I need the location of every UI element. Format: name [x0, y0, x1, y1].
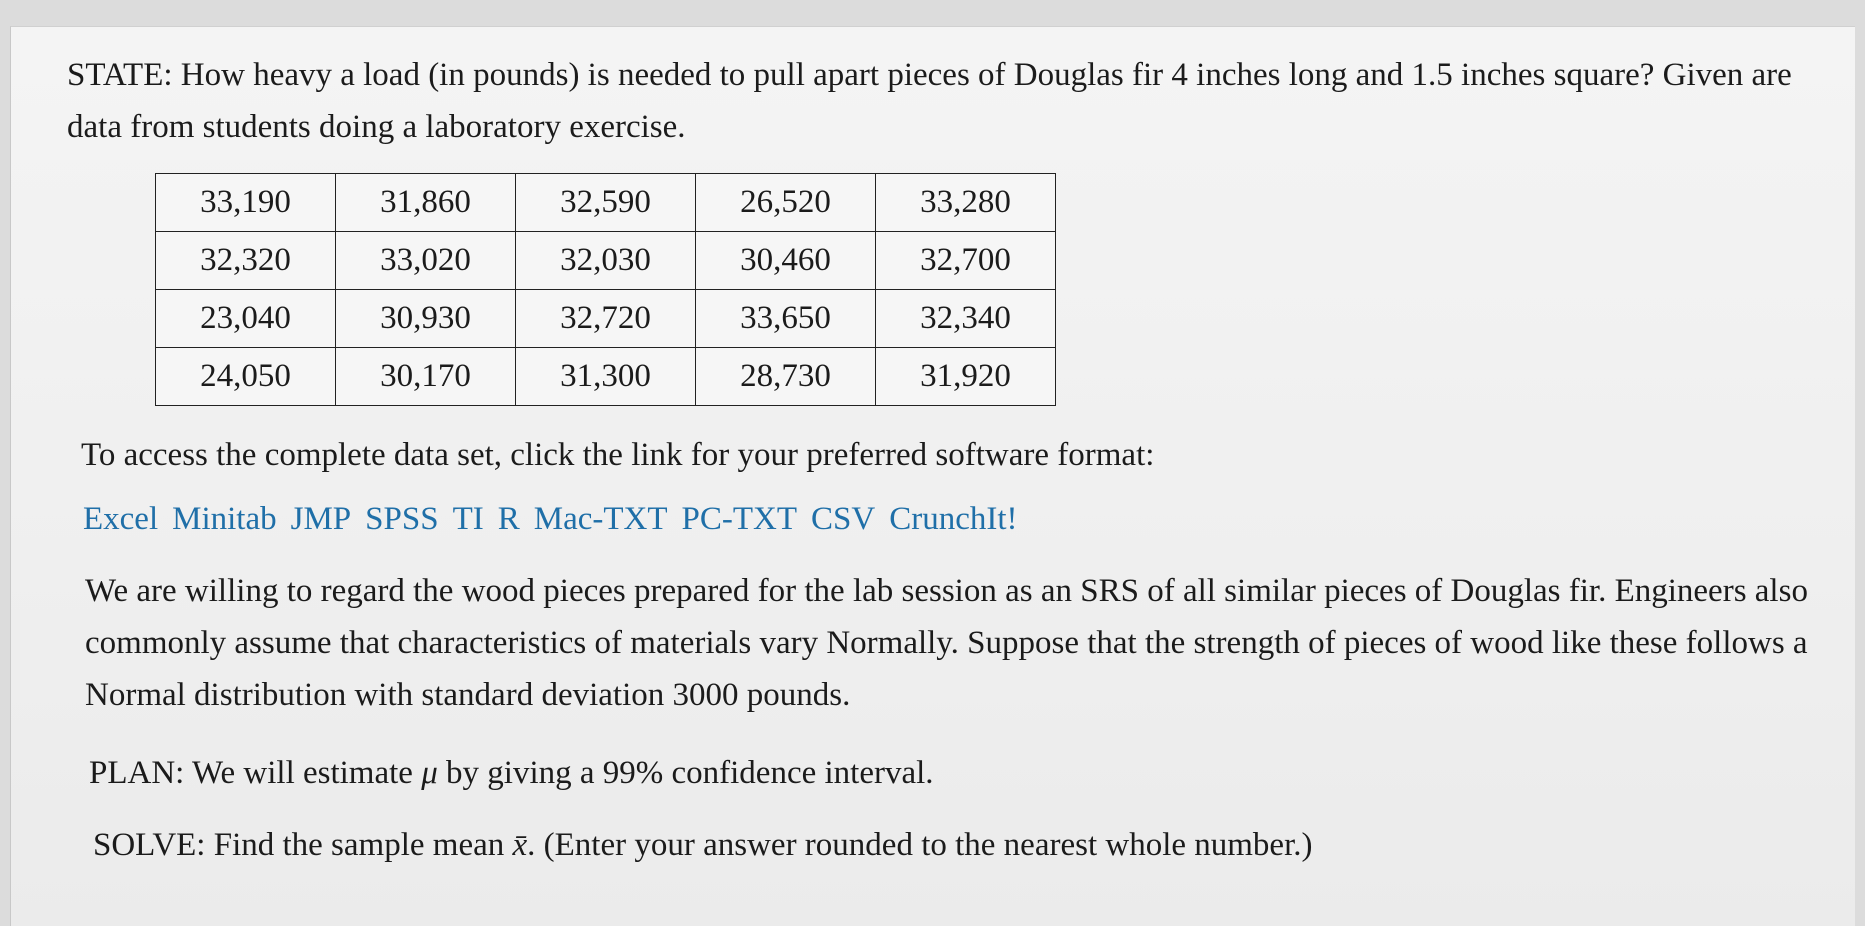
link-crunchit[interactable]: CrunchIt!: [889, 501, 1018, 537]
link-r[interactable]: R: [497, 501, 520, 537]
table-row: [156, 174, 1056, 232]
question-page: [10, 26, 1855, 926]
table-cell: 33,650: [696, 290, 876, 348]
solve-text-after: . (Enter your answer rounded to the nearest whole number.): [527, 827, 1313, 863]
access-instructions: To access the complete data set, click the link for your preferred software format:: [81, 437, 1155, 473]
plan-text-after: by giving a 99% confidence interval.: [437, 755, 934, 791]
table-cell: 31,860: [336, 174, 516, 232]
table-cell: 32,340: [876, 290, 1056, 348]
table-cell: 23,040: [156, 290, 336, 348]
table-cell: 28,730: [696, 348, 876, 406]
link-pc-txt[interactable]: PC-TXT: [681, 501, 798, 537]
link-mac-txt[interactable]: Mac-TXT: [533, 501, 668, 537]
table-cell: 32,590: [516, 174, 696, 232]
software-format-links: [83, 501, 1018, 538]
assumption-paragraph: We are willing to regard the wood pieces prepared for the lab session as an SRS of all similar pieces of Douglas fir. Engineers also commonly assume that characteristics of materials vary Normally. Suppose that the strength of pieces of wood like these follows a Normal distribution with standard deviation 3000 pounds.: [85, 573, 1808, 713]
table-cell: 33,020: [336, 232, 516, 290]
link-excel[interactable]: Excel: [83, 501, 159, 537]
table-cell: 31,300: [516, 348, 696, 406]
table-cell: 32,700: [876, 232, 1056, 290]
data-table: [155, 173, 1056, 406]
table-cell: 24,050: [156, 348, 336, 406]
table-cell: 32,720: [516, 290, 696, 348]
link-csv[interactable]: CSV: [811, 501, 876, 537]
table-cell: 33,190: [156, 174, 336, 232]
table-cell: 30,930: [336, 290, 516, 348]
table-cell: 32,320: [156, 232, 336, 290]
mu-symbol: μ: [421, 755, 438, 791]
plan-text-before: PLAN: We will estimate: [89, 755, 422, 791]
link-ti[interactable]: TI: [452, 501, 484, 537]
link-jmp[interactable]: JMP: [290, 501, 352, 537]
table-cell: 30,170: [336, 348, 516, 406]
link-spss[interactable]: SPSS: [365, 501, 439, 537]
state-paragraph: STATE: How heavy a load (in pounds) is needed to pull apart pieces of Douglas fir 4 inches long and 1.5 inches square? Given are data from students doing a laboratory exercise.: [67, 57, 1792, 145]
solve-paragraph: [93, 827, 1313, 864]
table-cell: 31,920: [876, 348, 1056, 406]
table-cell: 32,030: [516, 232, 696, 290]
plan-paragraph: [89, 755, 934, 792]
table-cell: 33,280: [876, 174, 1056, 232]
solve-text-before: SOLVE: Find the sample mean: [93, 827, 513, 863]
table-cell: 30,460: [696, 232, 876, 290]
table-row: [156, 290, 1056, 348]
table-row: [156, 348, 1056, 406]
x-bar-symbol: x̄: [512, 827, 528, 863]
table-row: [156, 232, 1056, 290]
link-minitab[interactable]: Minitab: [172, 501, 277, 537]
table-cell: 26,520: [696, 174, 876, 232]
